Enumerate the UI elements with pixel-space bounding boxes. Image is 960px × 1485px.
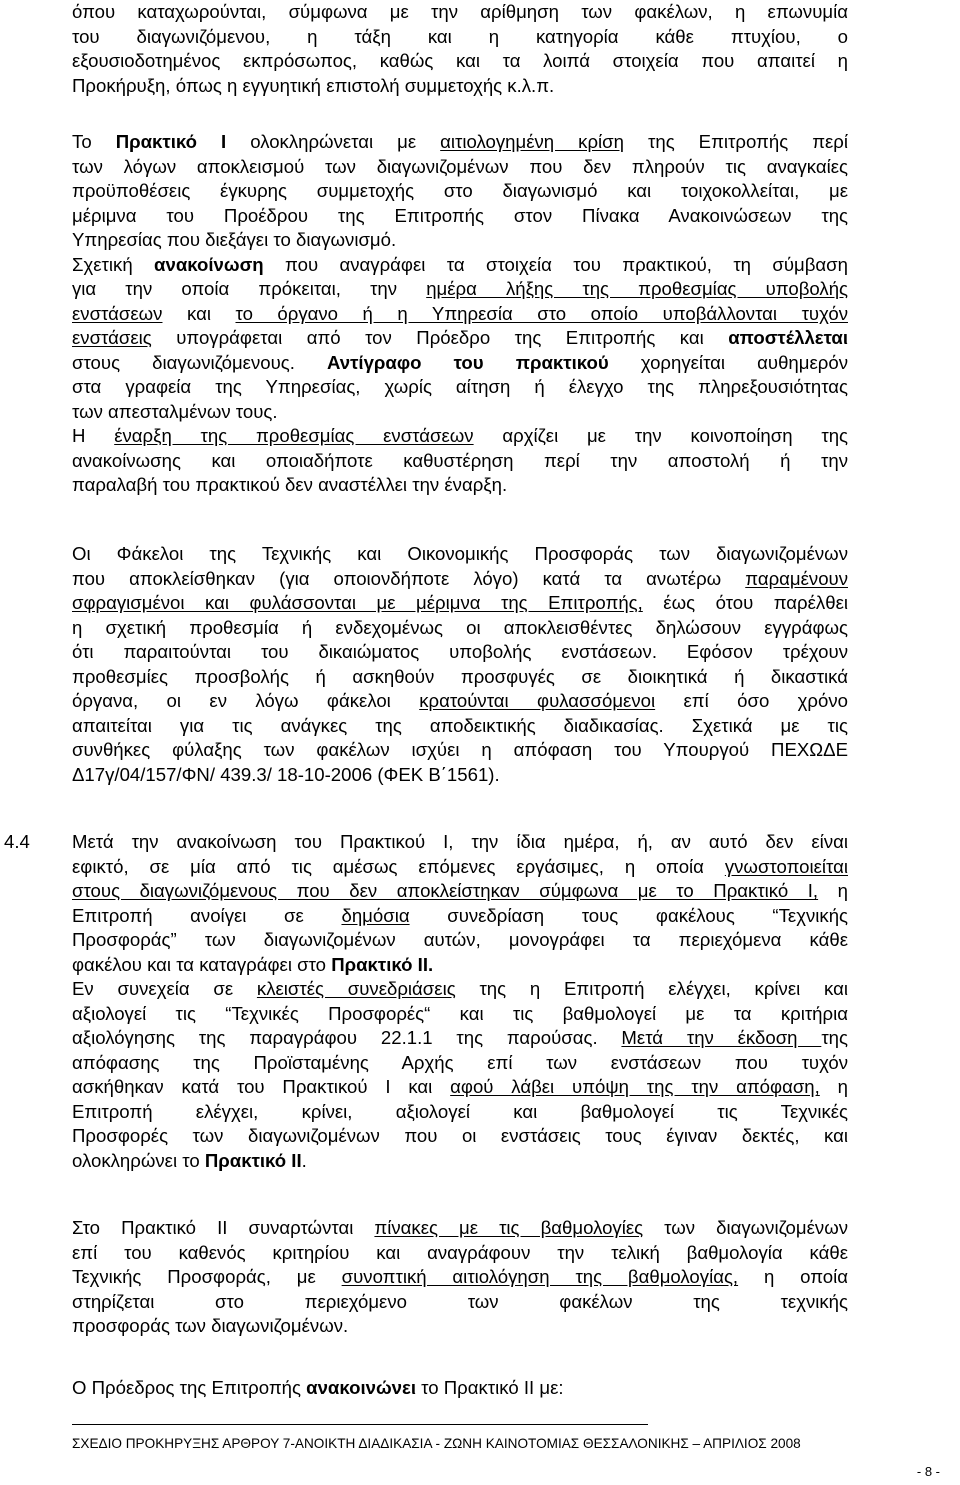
bold-text: αποστέλλεται [728,327,848,348]
footer-rule [72,1424,648,1425]
section-number: 4.4 [4,831,30,852]
text-segment: Ο Πρόεδρος της Επιτροπής [72,1377,307,1398]
bold-text: Αντίγραφο του πρακτικού [327,351,609,373]
text-line [72,928,848,952]
text-segment: των απεσταλμένων τους. [72,400,278,422]
text-line [72,953,848,977]
text-segment: εξουσιοδοτημένος εκπρόσωπος, καθώς και τα λοιπά στοιχεία που απαιτεί η [72,50,848,71]
text-segment: Επιτροπή ελέγχει, κρίνει, αξιολογεί και βαθμολογεί τις Τεχνικές [72,1100,848,1122]
text-segment: η οποία [738,1266,848,1287]
text-line [72,763,848,787]
text-segment: Σχετική [72,253,155,275]
text-segment: της [821,1027,848,1048]
text-segment: Οι Φάκελοι της Τεχνικής και Οικονομικής Προσφοράς των διαγωνιζομένων [72,543,848,564]
text-segment: συνθήκες φύλαξης των φακέλων ισχύει η απόφαση του Υπουργού ΠΕΧΩΔΕ [72,739,848,760]
underlined-text: ενστάσεις [72,327,152,348]
text-segment: Δ17γ/04/157/ΦΝ/ 439.3/ 18-10-2006 (ΦΕΚ Β΄1561). [72,763,500,785]
text-line [72,449,848,473]
text-segment: φακέλου και τα καταγράφει στο [72,953,332,975]
text-segment: Υπηρεσίας που διεξάγει το διαγωνισμό. [72,229,397,250]
bold-text: Πρακτικό ΙΙ [204,1149,302,1171]
text-line [72,25,848,49]
underlined-text: ενστάσεων [72,302,163,324]
text-line [72,326,848,350]
text-line [72,665,848,689]
text-segment: Προσφορές των διαγωνιζομένων που οι ενστάσεις τους έγιναν δεκτές, και [72,1125,848,1146]
text-segment: . [301,1149,307,1171]
text-segment: της η Επιτροπή ελέγχει, κρίνει και [455,978,848,999]
text-line [72,1100,848,1124]
text-segment: το Πρακτικό ΙΙ με: [416,1377,564,1398]
text-line [72,302,848,326]
text-line [72,616,848,640]
text-line [72,277,848,301]
text-line [72,1314,848,1338]
text-segment: Μετά την ανακοίνωση του Πρακτικού Ι, την ίδια ημέρα, ή, αν αυτό δεν είναι [72,831,848,852]
text-segment: απόφασης της Προϊσταμένης Αρχής επί των ενστάσεων που τυχόν [72,1051,848,1073]
text-line [72,591,848,615]
text-segment: υπογράφεται από τον Πρόεδρο της Επιτροπής και [151,327,729,348]
text-line [72,204,848,228]
text-segment: η σχετική προθεσμία ή ενδεχομένως οι αποκλεισθέντες δηλώσουν εγγράφως [72,616,848,638]
text-segment: η [819,1076,848,1097]
text-segment: επί όσο χρόνο [655,690,848,711]
underlined-text: έναρξη της προθεσμίας ενστάσεων [114,425,474,446]
underlined-text: παραμένουν [745,567,848,589]
text-segment: ανακοίνωσης και οποιαδήποτε καθυστέρηση περί την αποστολή ή την [72,449,848,471]
text-line [72,49,848,73]
text-segment: στους διαγωνιζόμενους. [72,351,328,373]
text-segment: αρχίζει με την κοινοποίηση της [473,425,849,446]
text-line [72,228,848,252]
text-segment: στηρίζεται στο περιεχόμενο των φακέλων της τεχνικής [72,1290,848,1312]
text-segment: απαιτείται για τις ανάγκες της αποδεικτικής διαδικασίας. Σχετικά με τις [72,714,848,736]
text-line [72,74,848,98]
underlined-text: συνοπτική αιτιολόγηση της βαθμολογίας, [341,1266,739,1287]
underlined-text: πίνακες με τις βαθμολογίες [374,1217,644,1238]
text-line [72,1051,848,1075]
text-segment: προσφοράς των διαγωνιζομένων. [72,1315,349,1336]
text-line [72,1026,848,1050]
bold-text: Πρακτικό Ι [115,131,227,152]
text-segment: που αποκλείσθηκαν (για οποιονδήποτε λόγο) κατά τα ανωτέρω [72,567,746,589]
text-segment: έως ότου παρέλθει [642,592,848,613]
text-line [72,0,848,24]
text-line [72,1290,848,1314]
text-segment: η [818,880,848,901]
underlined-text: σφραγισμένοι και φυλάσσονται με μέριμνα της Επιτροπής, [72,592,643,613]
underlined-text: στους διαγωνιζόμενους που δεν αποκλείστηκαν σύμφωνα με το Πρακτικό Ι, [72,880,819,901]
underlined-text: το όργανο ή η Υπηρεσία στο οποίο υποβάλλονται τυχόν [235,302,848,324]
text-line [72,567,848,591]
text-line [72,855,848,879]
text-line [72,473,848,497]
text-segment: μέριμνα του Προέδρου της Επιτροπής στον Πίνακα Ανακοινώσεων της [72,204,848,226]
text-segment: προθεσμίες προσβολής ή ασκηθούν προσφυγές σε διοικητικά ή δικαστικά [72,665,848,687]
text-segment: ολοκληρώνει το [72,1149,205,1171]
text-line [72,714,848,738]
page-number: - 8 - [916,1464,940,1479]
text-segment: ολοκληρώνεται με [226,131,441,152]
underlined-text: γνωστοποιείται [724,855,848,877]
footer-title: ΣΧΕΔΙΟ ΠΡΟΚΗΡΥΞΗΣ ΑΡΘΡΟΥ 7-ΑΝΟΙΚΤΗ ΔΙΑΔΙΚΑΣΙΑ - ΖΩΝΗ ΚΑΙΝΟΤΟΜΙΑΣ ΘΕΣΣΑΛΟΝΙΚΗΣ – ΑΠΡΙΛΙΟΣ 2008 [72,1436,801,1451]
text-segment: εφικτό, σε μία από τις αμέσως επόμενες εργάσιμες, η οποία [72,855,725,877]
text-line [72,1149,848,1173]
text-segment: αξιολογεί τις “Τεχνικές Προσφορές“ και τις βαθμολογεί με τα κριτήρια [72,1002,848,1024]
text-line [72,977,848,1001]
text-line [72,424,848,448]
text-segment: της Επιτροπής περί [624,131,849,152]
text-segment: Επιτροπή ανοίγει σε [72,904,342,926]
text-line [72,155,848,179]
underlined-text: αιτιολογημένη κρίση [440,131,624,152]
underlined-text: δημόσια [341,904,410,926]
text-segment: επί του καθενός κριτηρίου και αναγράφουν την τελική βαθμολογία κάθε [72,1241,848,1263]
text-line [72,542,848,566]
text-line [72,1241,848,1265]
text-line [72,830,848,854]
text-segment: Προσφοράς” των διαγωνιζομένων αυτών, μονογράφει τα περιεχόμενα κάθε [72,929,848,950]
text-segment: αξιολόγησης της παραγράφου 22.1.1 της παρούσας. [72,1027,622,1048]
text-segment: Τεχνικής Προσφοράς, με [72,1266,342,1287]
text-segment: χορηγείται αυθημερόν [608,351,848,373]
text-line [72,689,848,713]
text-line [72,400,848,424]
bold-text: ανακοινώνει [306,1377,416,1398]
text-line [72,351,848,375]
text-segment: των λόγων αποκλεισμού των διαγωνιζομένων που δεν πληρούν τις αναγκαίες [72,155,848,177]
text-line [72,1002,848,1026]
text-segment: Στο Πρακτικό ΙΙ συναρτώνται [72,1217,375,1238]
text-line [72,1075,848,1099]
text-segment: όπου καταχωρούνται, σύμφωνα με την αρίθμηση των φακέλων, η επωνυμία [72,1,848,22]
text-segment: για την οποία πρόκειται, την [72,278,427,299]
text-line [72,253,848,277]
text-segment: Η [72,425,115,446]
text-line [72,904,848,928]
text-segment: των διαγωνιζομένων [643,1217,849,1238]
text-segment: προϋποθέσεις έγκυρης συμμετοχής στο διαγωνισμό και τοιχοκολλείται, με [72,180,848,201]
text-line [72,1216,848,1240]
text-line [72,130,848,154]
text-segment: Το [72,131,116,152]
text-segment: ότι παραιτούνται του δικαιώματος υποβολής ενστάσεων. Εφόσον τρέχουν [72,641,848,662]
text-line [72,879,848,903]
underlined-text: κρατούνται φυλασσόμενοι [419,690,656,711]
text-segment: του διαγωνιζόμενου, η τάξη και η κατηγορία κάθε πτυχίου, ο [72,25,848,47]
text-segment: ασκήθηκαν κατά του Πρακτικού Ι και [72,1076,451,1097]
underlined-text: αφού λάβει υπόψη της την απόφαση, [450,1076,820,1097]
text-segment: όργανα, οι εν λόγω φάκελοι [72,690,420,711]
text-line [72,375,848,399]
underlined-text: ημέρα λήξης της προθεσμίας υποβολής [426,278,848,299]
text-line [72,179,848,203]
bold-text: ανακοίνωση [154,253,264,275]
text-segment: Εν συνεχεία σε [72,978,257,999]
text-line [72,1265,848,1289]
text-segment: συνεδρίαση τους φακέλους “Τεχνικής [409,904,849,926]
text-segment: παραλαβή του πρακτικού δεν αναστέλλει την έναρξη. [72,474,508,495]
text-segment: που αναγράφει τα στοιχεία του πρακτικού, τη σύμβαση [263,253,848,275]
underlined-text: κλειστές συνεδριάσεις [256,978,456,999]
text-line [72,640,848,664]
text-line [72,1124,848,1148]
text-segment: στα γραφεία της Υπηρεσίας, χωρίς αίτηση ή έλεγχο της πληρεξουσιότητας [72,376,848,397]
text-segment: και [162,302,236,324]
underlined-text: Μετά την έκδοση [621,1027,822,1048]
text-segment: Προκήρυξη, όπως η εγγυητική επιστολή συμμετοχής κ.λ.π. [72,74,555,96]
bold-text: Πρακτικό ΙΙ. [331,953,434,975]
text-line [72,1376,848,1400]
text-line [72,738,848,762]
